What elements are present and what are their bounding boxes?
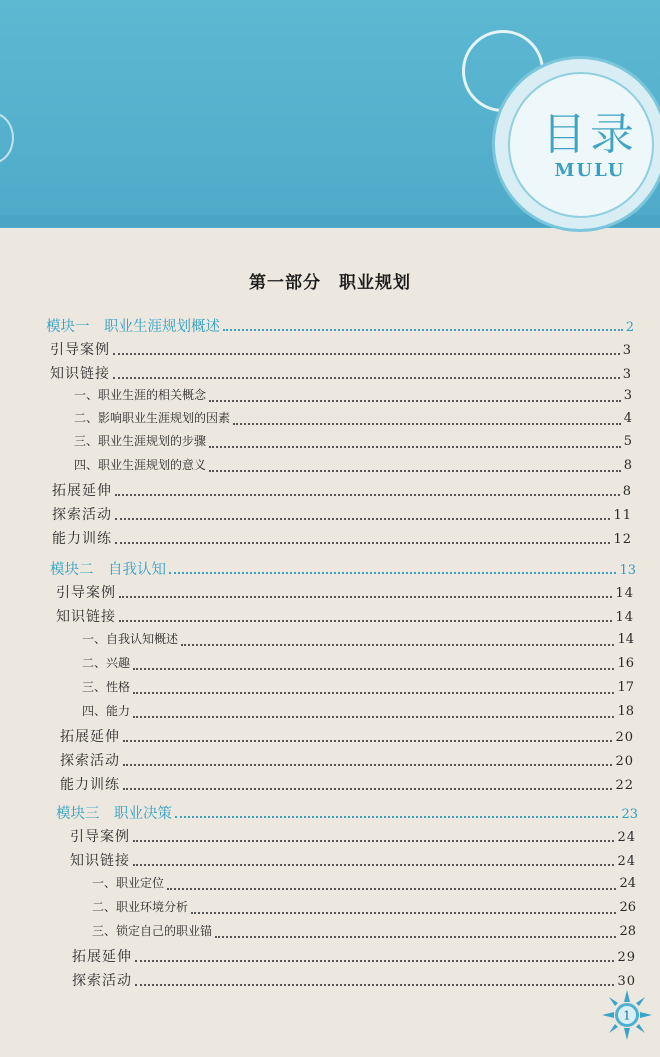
toc-subentry-title: 四、能力 <box>82 704 131 718</box>
toc-page: 28 <box>619 924 636 939</box>
toc-page: 24 <box>617 830 636 845</box>
toc-page: 24 <box>619 876 636 891</box>
leader-dots <box>133 667 614 670</box>
toc-entry[interactable] <box>70 850 636 872</box>
leader-dots <box>167 887 616 890</box>
leader-dots <box>181 643 614 646</box>
toc-subentry[interactable] <box>74 432 632 454</box>
leader-dots <box>209 445 621 448</box>
toc-entry-title: 引导案例 <box>56 585 116 601</box>
leader-dots <box>115 493 620 496</box>
toc-subentry[interactable] <box>82 654 634 676</box>
leader-dots <box>233 422 621 425</box>
toc-entry[interactable] <box>72 970 636 992</box>
toc-subentry-title: 二、影响职业生涯规划的因素 <box>74 411 231 425</box>
page-number-sun-icon <box>602 990 652 1040</box>
toc-entry-title: 拓展延伸 <box>60 729 120 745</box>
toc-page: 3 <box>622 367 632 382</box>
toc-module-2[interactable] <box>50 558 636 580</box>
toc-subentry-title: 一、职业生涯的相关概念 <box>74 388 207 402</box>
toc-entry-title: 探索活动 <box>72 973 132 989</box>
leader-dots <box>135 959 614 962</box>
toc-subentry[interactable] <box>82 630 634 652</box>
toc-page: 20 <box>615 754 634 769</box>
leader-dots <box>135 983 614 986</box>
toc-module-1[interactable] <box>46 315 634 337</box>
toc-entry[interactable] <box>70 826 636 848</box>
toc-entry[interactable] <box>60 750 634 772</box>
toc-entry[interactable] <box>50 339 632 361</box>
toc-subentry[interactable] <box>74 456 632 478</box>
toc-entry-title: 探索活动 <box>52 507 112 523</box>
toc-page: 14 <box>615 586 634 601</box>
toc-module-title: 模块二 自我认知 <box>50 562 166 578</box>
toc-subentry-title: 一、自我认知概述 <box>82 632 179 646</box>
toc-entry-title: 能力训练 <box>52 531 112 547</box>
toc-subentry-title: 一、职业定位 <box>92 876 165 890</box>
leader-dots <box>215 935 616 938</box>
toc-subentry-title: 二、兴趣 <box>82 656 131 670</box>
toc-entry-title: 引导案例 <box>50 342 110 358</box>
toc-subentry-title: 三、锁定自己的职业锚 <box>92 924 213 938</box>
toc-entry[interactable] <box>60 726 634 748</box>
toc-subentry[interactable] <box>92 922 636 944</box>
toc-page: 4 <box>623 411 632 426</box>
toc-page: 3 <box>623 388 632 403</box>
leader-dots <box>133 715 614 718</box>
leader-dots <box>223 328 623 331</box>
toc-page: 3 <box>622 343 632 358</box>
leader-dots <box>123 787 612 790</box>
toc-page: 8 <box>622 484 632 499</box>
page-number: 1 <box>623 1008 631 1023</box>
toc-page: 13 <box>619 563 636 578</box>
toc-page: 29 <box>617 950 636 965</box>
leader-dots <box>119 595 612 598</box>
toc-entry-title: 知识链接 <box>70 853 130 869</box>
part-title: 第一部分 职业规划 <box>249 273 411 293</box>
toc-entry-title: 探索活动 <box>60 753 120 769</box>
toc-entry-title: 拓展延伸 <box>52 483 112 499</box>
toc-subentry[interactable] <box>92 874 636 896</box>
leader-dots <box>123 739 612 742</box>
toc-entry-title: 拓展延伸 <box>72 949 132 965</box>
toc-module-title: 模块三 职业决策 <box>56 806 172 822</box>
leader-dots <box>115 517 610 520</box>
toc-entry-title: 能力训练 <box>60 777 120 793</box>
toc-subentry[interactable] <box>92 898 636 920</box>
toc-entry[interactable] <box>56 606 634 628</box>
toc-page: 18 <box>617 704 634 719</box>
toc-page: 5 <box>623 434 632 449</box>
toc-page: 30 <box>617 974 636 989</box>
toc-entry-title: 知识链接 <box>56 609 116 625</box>
leader-dots <box>209 399 621 402</box>
leader-dots <box>209 469 621 472</box>
toc-page: 26 <box>619 900 636 915</box>
toc-subentry[interactable] <box>82 678 634 700</box>
toc-subentry-title: 三、职业生涯规划的步骤 <box>74 434 207 448</box>
toc-page: 2 <box>625 320 634 335</box>
contents-title: 目录 <box>542 109 638 160</box>
leader-dots <box>123 763 612 766</box>
toc-module-3[interactable] <box>56 802 638 824</box>
toc-module-title: 模块一 职业生涯规划概述 <box>46 319 220 335</box>
toc-page: 11 <box>613 508 632 523</box>
toc-entry[interactable] <box>56 582 634 604</box>
toc-subentry[interactable] <box>74 386 632 408</box>
toc-page: 8 <box>623 458 632 473</box>
leader-dots <box>133 691 614 694</box>
toc-page: 23 <box>621 807 638 822</box>
toc-page: 12 <box>613 532 632 547</box>
leader-dots <box>133 863 614 866</box>
toc-entry[interactable] <box>50 363 632 385</box>
toc-page: 17 <box>617 680 634 695</box>
toc-subentry[interactable] <box>74 409 632 431</box>
toc-page: 14 <box>615 610 634 625</box>
toc-entry[interactable] <box>52 504 632 526</box>
toc-entry[interactable] <box>52 480 632 502</box>
toc-page: 14 <box>617 632 634 647</box>
toc-page: 20 <box>615 730 634 745</box>
leader-dots <box>115 541 610 544</box>
toc-entry[interactable] <box>72 946 636 968</box>
toc-page: 24 <box>617 854 636 869</box>
leader-dots <box>133 839 614 842</box>
leader-dots <box>113 352 620 355</box>
toc-entry-title: 引导案例 <box>70 829 130 845</box>
leader-dots <box>191 911 616 914</box>
toc-subentry[interactable] <box>82 702 634 724</box>
toc-subentry-title: 二、职业环境分析 <box>92 900 189 914</box>
leader-dots <box>113 376 620 379</box>
toc-page: 16 <box>617 656 634 671</box>
leader-dots <box>175 815 618 818</box>
toc-entry[interactable] <box>52 528 632 550</box>
toc-entry-title: 知识链接 <box>50 366 110 382</box>
leader-dots <box>169 571 616 574</box>
toc-subentry-title: 三、性格 <box>82 680 131 694</box>
toc-entry[interactable] <box>60 774 634 796</box>
contents-subtitle: MULU <box>554 160 626 181</box>
leader-dots <box>119 619 612 622</box>
toc-page: 22 <box>615 778 634 793</box>
toc-subentry-title: 四、职业生涯规划的意义 <box>74 458 207 472</box>
